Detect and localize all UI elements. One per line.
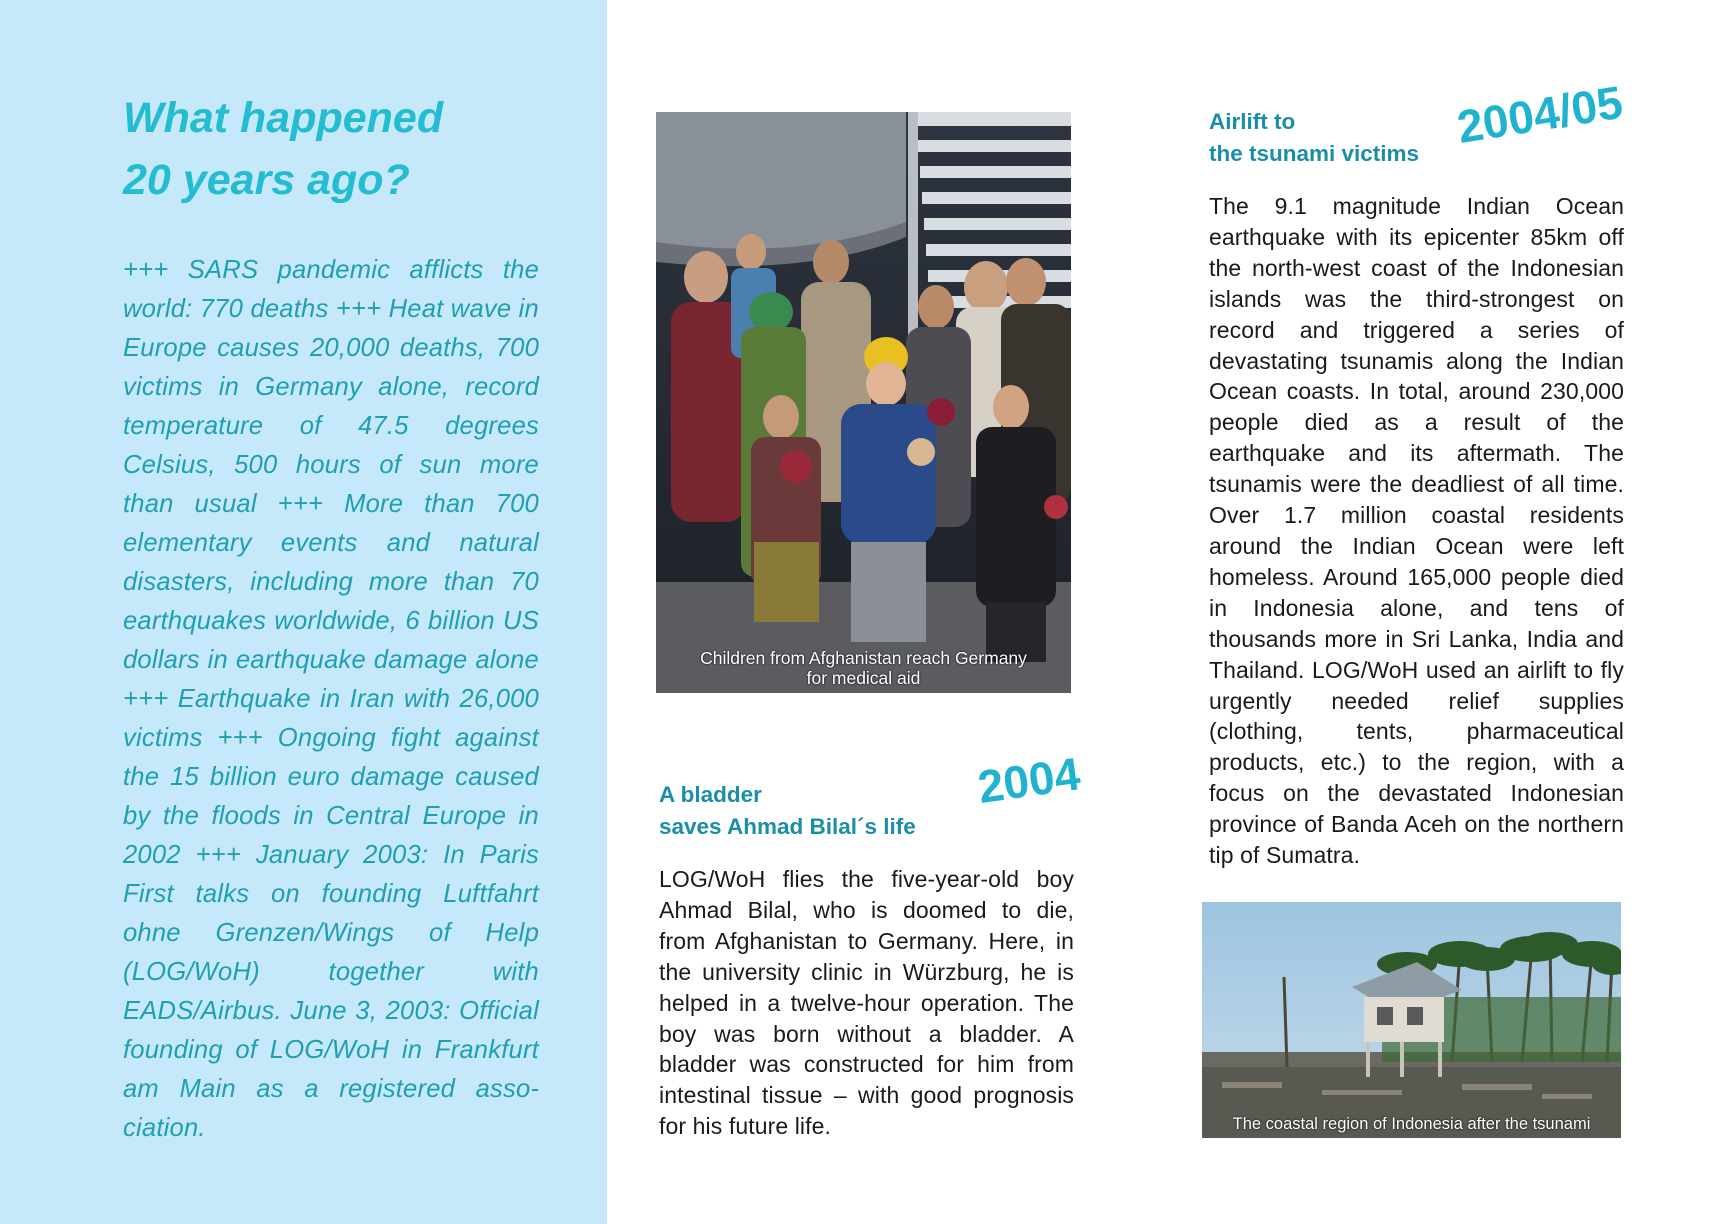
- tsunami-year: 2004/05: [1453, 75, 1627, 154]
- left-title-line1: What happened: [123, 94, 444, 142]
- bladder-headline-line1: A bladder: [659, 782, 762, 807]
- children-photo-image: [656, 112, 1071, 693]
- bladder-headline-line2: saves Ahmad Bilal´s life: [659, 814, 916, 839]
- tsunami-headline-line2: the tsunami victims: [1209, 141, 1420, 166]
- tsunami-headline-line1: Airlift to: [1209, 109, 1296, 134]
- left-title: [123, 87, 563, 211]
- bladder-headline: [659, 779, 979, 843]
- tsunami-body-text: The 9.1 magnitude Indian Ocean earthquake with its epicenter 85km off the north-west coast of the Indonesian islands was the third-strongest on record and triggered a series of devastating tsunamis along the Indian Ocean coasts. In total, around 230,000 people died as a result of the earthquake and its aftermath. The tsunamis were the deadliest of all time. Over 1.7 million coastal residents around the Indian Ocean were left homeless. Around 165,000 people died in Indonesia alone, and tens of thousands more in Sri Lanka, India and Thailand. LOG/WoH used an airlift to fly urgently needed relief supplies (clothing, tents, pharmaceutical products, etc.) to the region, with a focus on the devastated Indonesian province of Banda Aceh on the northern tip of Sumatra.: [1209, 193, 1624, 869]
- left-title-line2: 20 years ago?: [123, 156, 410, 204]
- children-photo-caption-line1: Children from Afghanistan reach Germany: [700, 648, 1027, 668]
- coast-photo-caption: The coastal region of Indonesia after the tsunami: [1232, 1115, 1591, 1133]
- children-photo-caption-line2: for medical aid: [806, 668, 921, 688]
- children-photo-caption: [656, 648, 1071, 688]
- bladder-year: 2004: [974, 747, 1084, 814]
- tsunami-headline: [1209, 106, 1469, 170]
- left-timeline-text: +++ SARS pandemic afflicts the world: 770 deaths +++ Heat wave in Europe causes 20,000 deaths, 700 victims in Germany alone, record temperature of 47.5 degrees Celsius, 500 hours of sun more than usual +++ More than 700 elementary events and natural disasters, including more than 70 earthquakes worldwide, 6 billion US dollars in earthquake damage alone +++ Earthquake in Iran with 26,000 victims +++ Ongoing fight against the 15 billion euro damage caused by the floods in Central Europe in 2002 +++ January 2003: In Paris First talks on founding Luftfahrt ohne Grenzen/Wings of Help (LOG/WoH) together with EADS/Airbus. June 3, 2003: Official founding of LOG/WoH in Frankfurt am Main as a registered association.: [123, 256, 539, 1142]
- bladder-body-text: LOG/WoH flies the five-year-old boy Ahmad Bilal, who is doomed to die, from Afghanistan to Germany. Here, in the university clinic in Würzburg, he is helped in a twelve-hour operation. The boy was born without a bladder. A bladder was constructed for him from intestinal tissue – with good prognosis for his future life.: [659, 866, 1074, 1140]
- coast-photo-image: [1202, 902, 1621, 1138]
- left-panel: [0, 0, 607, 1224]
- coast-photo: [1202, 902, 1621, 1138]
- children-photo: [656, 112, 1071, 693]
